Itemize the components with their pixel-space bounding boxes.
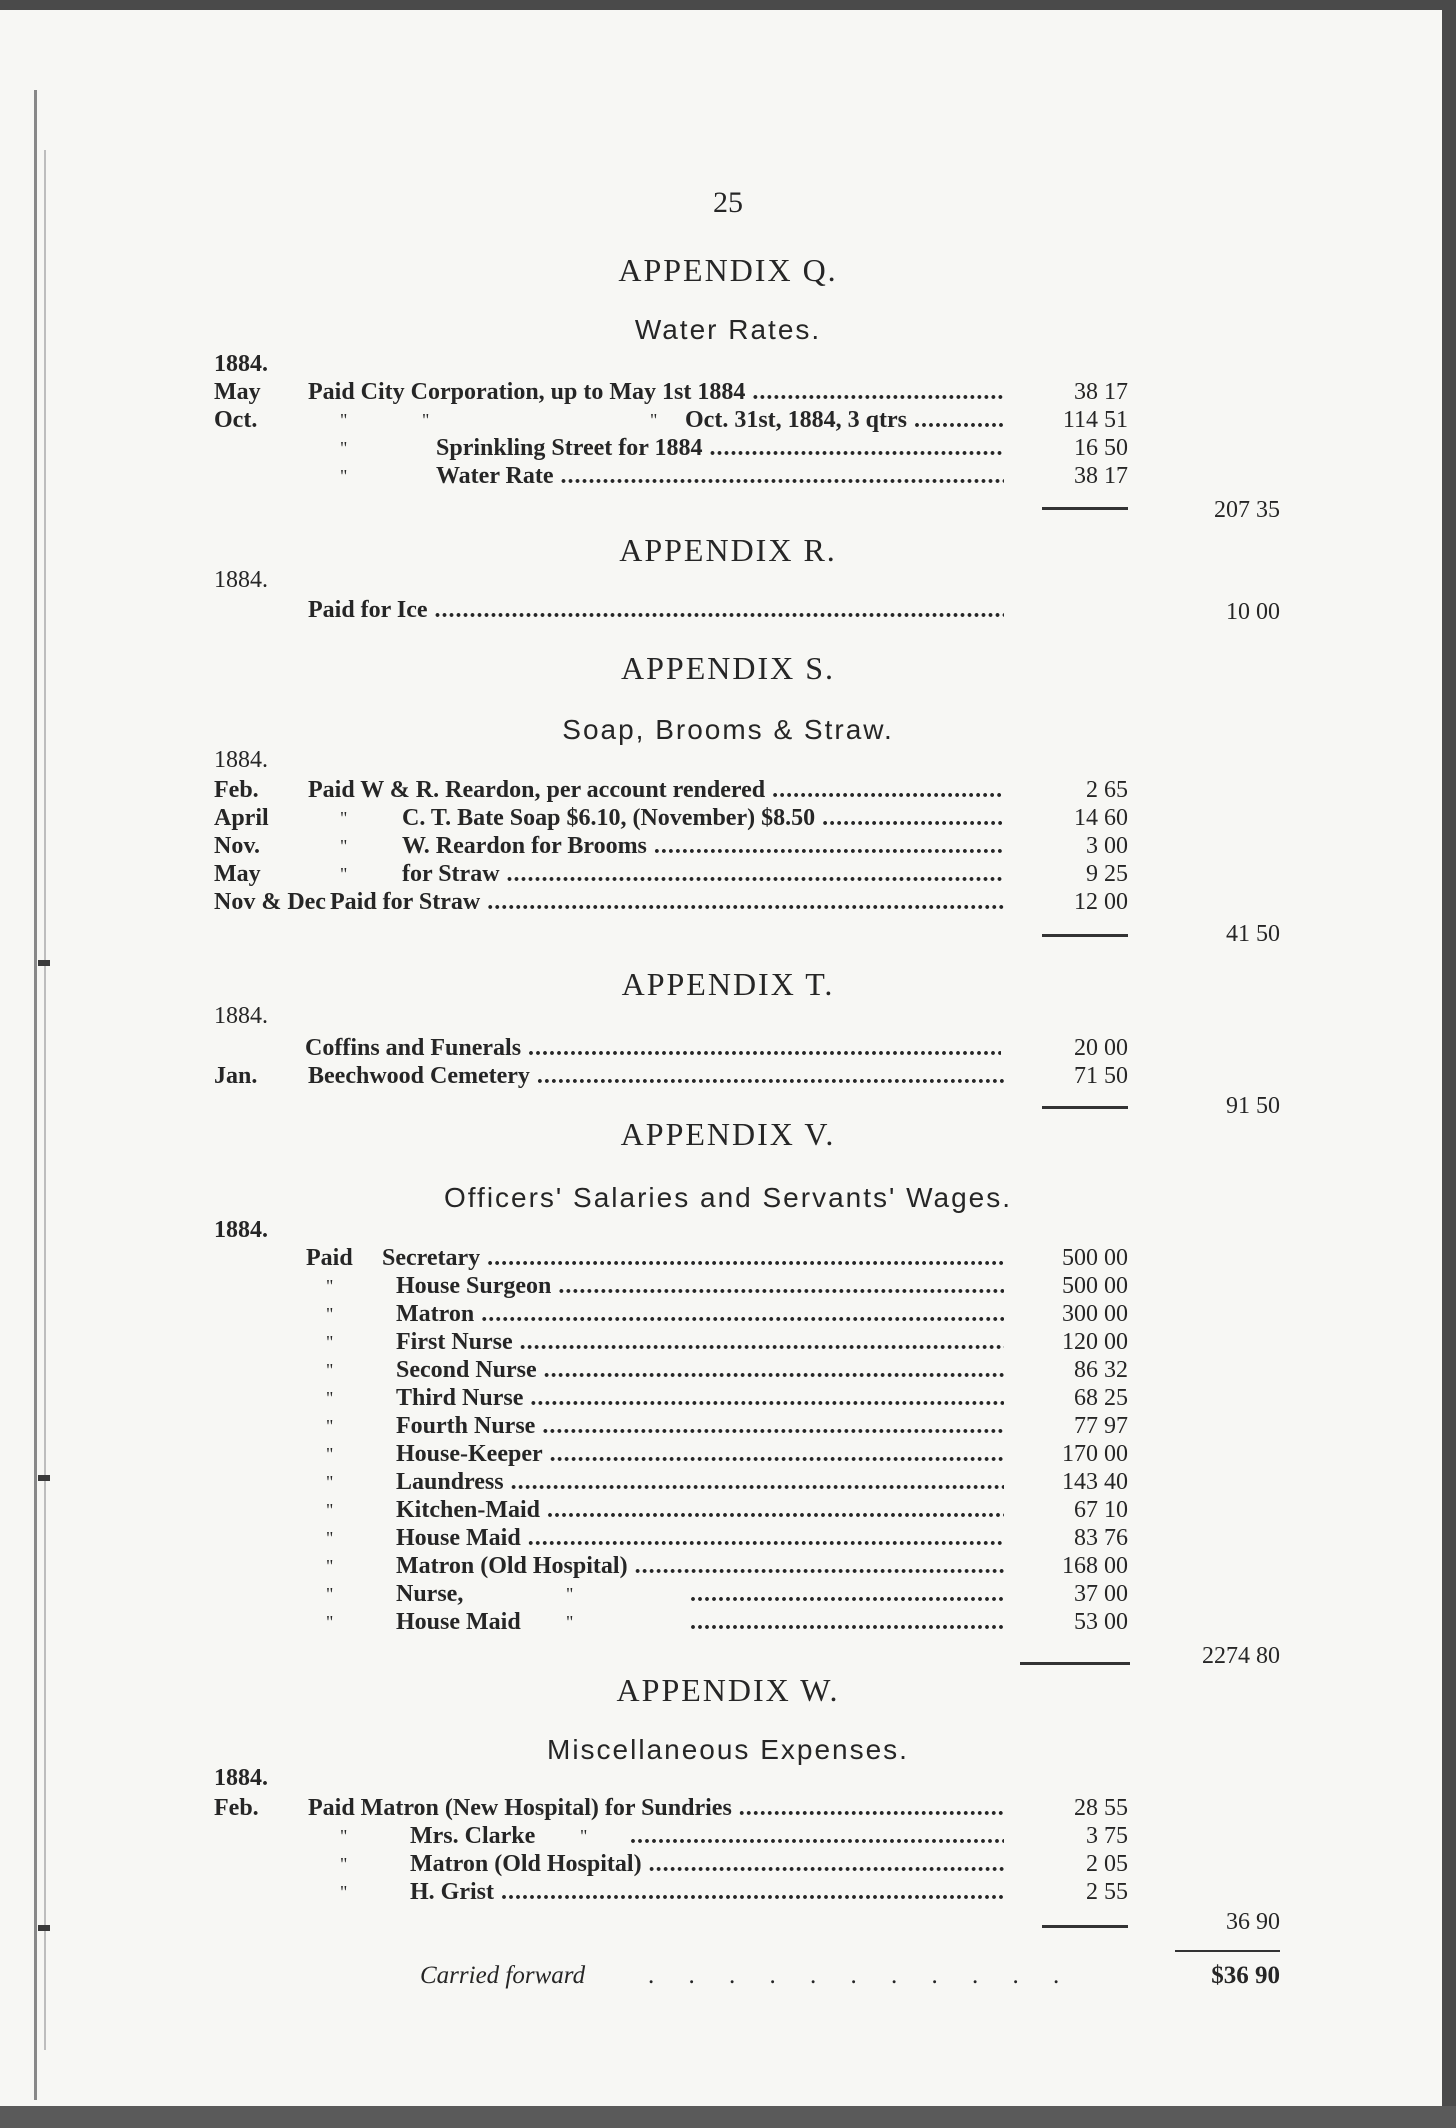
binding-mark <box>38 1475 50 1481</box>
subtotal-rule <box>1042 1925 1128 1928</box>
ditto-mark: " <box>326 1304 334 1324</box>
ditto-mark: " <box>326 1444 334 1464</box>
row-amount: 3 75 <box>1086 1823 1128 1849</box>
row-description: Mrs. Clarke <box>410 1823 536 1849</box>
ditto-mark: " <box>340 410 348 430</box>
ditto-mark: " <box>340 1826 348 1846</box>
ditto-mark: " <box>340 808 348 828</box>
appendix-s-total: 41 50 <box>1226 921 1280 947</box>
row-amount: 3 00 <box>1086 833 1128 859</box>
row-amount: 38 17 <box>1074 379 1128 405</box>
appendix-q-total: 207 35 <box>1214 497 1280 523</box>
row-description: Beechwood Cemetery ..... <box>308 1062 1004 1090</box>
leader-dots <box>690 1608 1004 1636</box>
row-amount: 168 00 <box>1062 1553 1128 1579</box>
appendix-t-title: APPENDIX T. <box>621 966 835 1002</box>
row-date: Nov. <box>214 833 261 859</box>
row-amount: 67 10 <box>1074 1497 1128 1523</box>
scan-border-top <box>0 0 1456 10</box>
row-amount: 120 00 <box>1062 1329 1128 1355</box>
row-description: Secretary ..... <box>382 1244 1004 1272</box>
row-amount: 38 17 <box>1074 463 1128 489</box>
row-description: Paid Matron (New Hospital) for Sundries ..... <box>308 1794 1004 1822</box>
row-date: May <box>214 861 261 887</box>
row-description: Laundress ..... <box>396 1468 1004 1496</box>
binding-edge <box>34 90 37 2100</box>
ditto-mark: " <box>340 1882 348 1902</box>
row-amount: 68 25 <box>1074 1385 1128 1411</box>
grand-total-rule <box>1175 1950 1280 1952</box>
row-amount: 37 00 <box>1074 1581 1128 1607</box>
row-amount: 114 51 <box>1062 407 1128 433</box>
appendix-w-total: 36 90 <box>1226 1909 1280 1935</box>
carried-forward-leader: . . . . . . . . . . . <box>648 1962 1074 1989</box>
appendix-s-subtitle: Soap, Brooms & Straw. <box>562 714 894 745</box>
row-date: Jan. <box>214 1063 258 1089</box>
row-description: House Maid ..... <box>396 1524 1004 1552</box>
appendix-t-total: 91 50 <box>1226 1093 1280 1119</box>
paid-label: Paid <box>306 1245 353 1271</box>
scan-border-bottom <box>0 2106 1456 2128</box>
row-description: C. T. Bate Soap $6.10, (November) $8.50 ..... <box>402 804 1004 832</box>
ditto-mark: " <box>326 1472 334 1492</box>
row-amount: 143 40 <box>1062 1469 1128 1495</box>
appendix-r-title: APPENDIX R. <box>619 532 837 568</box>
ditto-mark: " <box>340 438 348 458</box>
row-date: Feb. <box>214 1795 259 1821</box>
row-description: Coffins and Funerals ..... <box>305 1034 1001 1062</box>
binding-mark <box>38 1925 50 1931</box>
row-description: for Straw ..... <box>402 860 1004 888</box>
appendix-v-subtitle: Officers' Salaries and Servants' Wages. <box>443 1182 1012 1213</box>
row-amount: 300 00 <box>1062 1301 1128 1327</box>
row-description: Second Nurse ..... <box>396 1356 1004 1384</box>
leader-dots <box>630 1822 1004 1850</box>
ditto-mark: " <box>326 1584 334 1604</box>
row-amount: 500 00 <box>1062 1245 1128 1271</box>
row-date: Nov & Dec <box>214 889 326 915</box>
row-amount: 500 00 <box>1062 1273 1128 1299</box>
year-label: 1884. <box>214 351 268 377</box>
row-description: Matron (Old Hospital) ..... <box>396 1552 1004 1580</box>
ditto-mark: " <box>326 1360 334 1380</box>
ditto-mark: " <box>326 1556 334 1576</box>
row-amount: 12 00 <box>1074 889 1128 915</box>
row-amount: 2 55 <box>1086 1879 1128 1905</box>
ditto-mark: " <box>566 1584 574 1604</box>
subtotal-rule <box>1042 934 1128 937</box>
row-description: Matron (Old Hospital) ..... <box>410 1850 1004 1878</box>
ditto-mark: " <box>340 466 348 486</box>
carried-forward-amount: $36 90 <box>1211 1962 1280 1989</box>
row-date: May <box>214 379 261 405</box>
row-amount: 16 50 <box>1074 435 1128 461</box>
appendix-s-title: APPENDIX S. <box>620 650 836 686</box>
row-description: Oct. 31st, 1884, 3 qtrs ..... <box>685 406 1004 434</box>
row-description: Nurse, <box>396 1581 464 1607</box>
ditto-mark: " <box>326 1612 334 1632</box>
ditto-mark: " <box>326 1528 334 1548</box>
row-amount: 2 65 <box>1086 777 1128 803</box>
row-amount: 9 25 <box>1086 861 1128 887</box>
appendix-w-subtitle: Miscellaneous Expenses. <box>547 1734 909 1765</box>
row-amount: 20 00 <box>1074 1035 1128 1061</box>
year-label: 1884. <box>214 1003 268 1029</box>
ditto-mark: " <box>326 1388 334 1408</box>
row-date: Oct. <box>214 407 258 433</box>
ditto-mark: " <box>566 1612 574 1632</box>
ditto-mark: " <box>326 1276 334 1296</box>
row-amount: 2 05 <box>1086 1851 1128 1877</box>
row-description: Third Nurse ..... <box>396 1384 1004 1412</box>
row-amount: 77 97 <box>1074 1413 1128 1439</box>
appendix-v-title: APPENDIX V. <box>620 1116 836 1152</box>
row-description: Paid W & R. Reardon, per account rendered ..... <box>308 776 1004 804</box>
row-description: H. Grist ..... <box>410 1878 1004 1906</box>
subtotal-rule <box>1042 1106 1128 1109</box>
row-description: House-Keeper ..... <box>396 1440 1004 1468</box>
appendix-v-total: 2274 80 <box>1202 1643 1280 1669</box>
row-description: Kitchen-Maid ..... <box>396 1496 1004 1524</box>
row-amount: 71 50 <box>1074 1063 1128 1089</box>
row-amount: 14 60 <box>1074 805 1128 831</box>
year-label: 1884. <box>214 1765 268 1791</box>
row-description: W. Reardon for Brooms ..... <box>402 832 1004 860</box>
ditto-mark: " <box>422 410 430 430</box>
row-description: House Surgeon ..... <box>396 1272 1004 1300</box>
ditto-mark: " <box>326 1416 334 1436</box>
subtotal-rule <box>1042 507 1128 510</box>
row-amount: 53 00 <box>1074 1609 1128 1635</box>
year-label: 1884. <box>214 567 268 593</box>
subtotal-rule <box>1020 1662 1130 1665</box>
year-label: 1884. <box>214 1217 268 1243</box>
row-amount: 170 00 <box>1062 1441 1128 1467</box>
row-date: April <box>214 805 269 831</box>
appendix-q-subtitle: Water Rates. <box>634 314 822 345</box>
appendix-q-title: APPENDIX Q. <box>618 252 838 288</box>
appendix-r-total: 10 00 <box>1226 599 1280 625</box>
ditto-mark: " <box>340 864 348 884</box>
row-description: Paid for Straw ..... <box>330 888 1004 916</box>
row-amount: 28 55 <box>1074 1795 1128 1821</box>
row-description: Paid City Corporation, up to May 1st 1884 ..... <box>308 378 1004 406</box>
row-amount: 86 32 <box>1074 1357 1128 1383</box>
page-number: 25 <box>713 186 743 219</box>
ditto-mark: " <box>326 1332 334 1352</box>
row-description: House Maid <box>396 1609 521 1635</box>
appendix-w-title: APPENDIX W. <box>616 1672 840 1708</box>
row-description: First Nurse ..... <box>396 1328 1004 1356</box>
row-description: Fourth Nurse ..... <box>396 1412 1004 1440</box>
row-amount: 83 76 <box>1074 1525 1128 1551</box>
row-description: Matron ..... <box>396 1300 1004 1328</box>
ditto-mark: " <box>340 1854 348 1874</box>
leader-dots <box>690 1580 1004 1608</box>
row-description: Paid for Ice ..... <box>308 596 1004 624</box>
year-label: 1884. <box>214 747 268 773</box>
row-description: Sprinkling Street for 1884 ..... <box>436 434 1004 462</box>
ditto-mark: " <box>340 836 348 856</box>
carried-forward-label: Carried forward <box>420 1962 586 1989</box>
ditto-mark: " <box>326 1500 334 1520</box>
row-date: Feb. <box>214 777 259 803</box>
ditto-mark: " <box>650 410 658 430</box>
row-description: Water Rate ..... <box>436 462 1004 490</box>
ditto-mark: " <box>580 1826 588 1846</box>
